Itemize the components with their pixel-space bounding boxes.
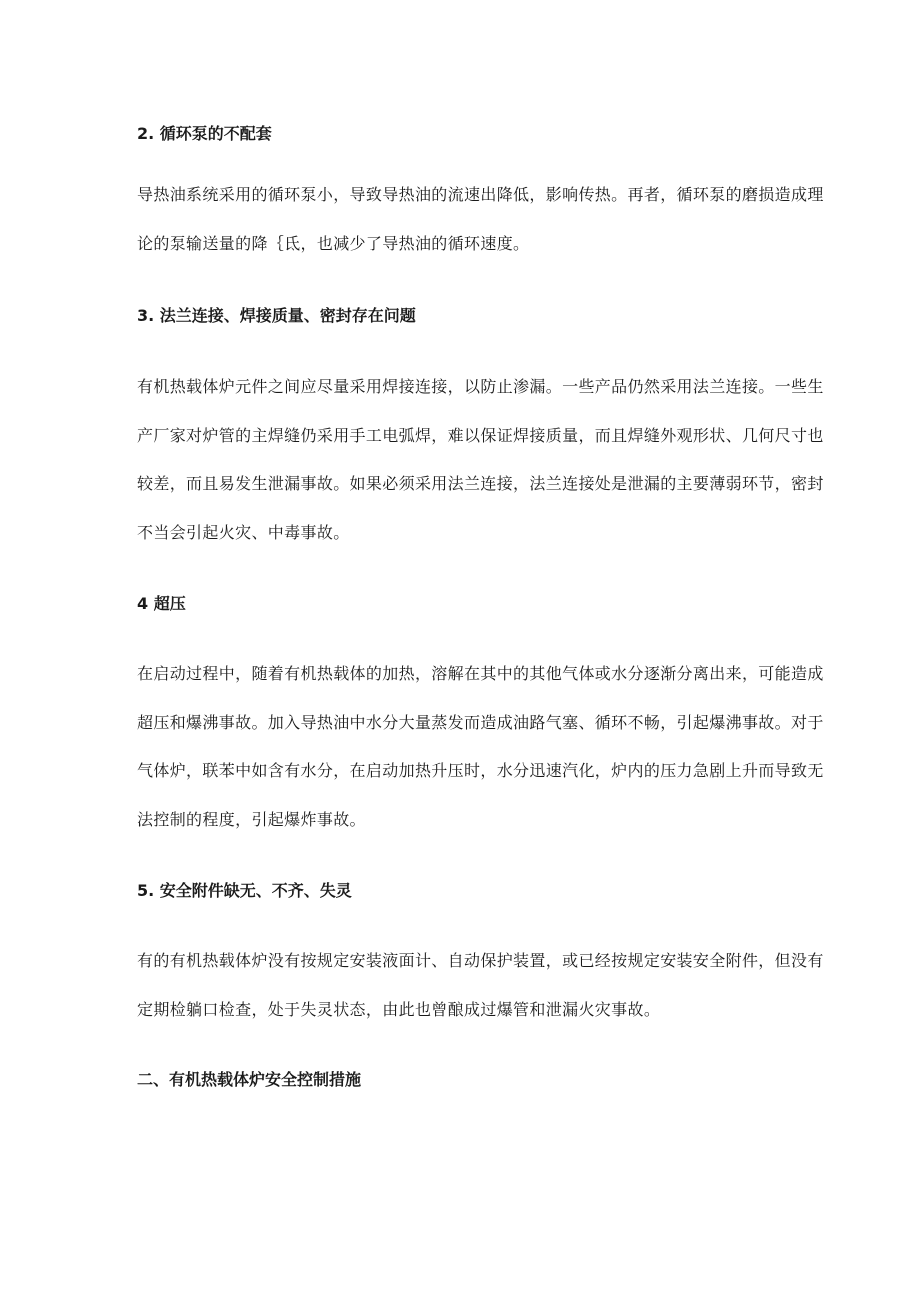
paragraph-line: 有的有机热载体炉没有按规定安装液面计、自动保护装置，或已经按规定安装安全附件，但没有 — [137, 951, 824, 970]
section-5-paragraph — [137, 950, 824, 1021]
paragraph-line: 在启动过程中，随着有机热载体的加热，溶解在其中的其他气体或水分逐渐分离出来，可能造成 — [137, 664, 824, 683]
paragraph-line: 有机热载体炉元件之间应尽量采用焊接连接，以防止渗漏。一些产品仍然采用法兰连接。一些生 — [137, 377, 824, 396]
paragraph-line: 不当会引起火灾、中毒事故。 — [137, 522, 350, 542]
paragraph-line: 定期检躺口检查，处于失灵状态，由此也曾酿成过爆管和泄漏火灾事故。 — [137, 999, 661, 1019]
paragraph-line: 气体炉，联苯中如含有水分，在启动加热升压时，水分迅速汽化，炉内的压力急剧上升而导致无 — [137, 761, 824, 780]
section-4-paragraph — [137, 663, 824, 831]
paragraph-line: 论的泵输送量的降｛氐，也减少了导热油的循环速度。 — [137, 233, 530, 253]
paragraph-line: 较差，而且易发生泄漏事故。如果必须采用法兰连接，法兰连接处是泄漏的主要薄弱环节，密封 — [137, 474, 824, 493]
section-3-paragraph — [137, 376, 824, 544]
part-two-heading: 二、有机热载体炉安全控制措施 — [137, 1070, 362, 1089]
section-heading-3: 3. 法兰连接、焊接质量、密封存在问题 — [137, 306, 416, 325]
section-2-paragraph — [137, 184, 824, 255]
section-heading-5: 5. 安全附件缺无、不齐、失灵 — [137, 881, 352, 900]
paragraph-line: 产厂家对炉管的主焊缝仍采用手工电弧焊，难以保证焊接质量，而且焊缝外观形状、几何尺寸也 — [137, 425, 824, 445]
paragraph-line: 导热油系统采用的循环泵小，导致导热油的流速出降低，影响传热。再者，循环泵的磨损造成理 — [137, 185, 824, 204]
paragraph-line: 超压和爆沸事故。加入导热油中水分大量蒸发而造成油路气塞、循环不畅，引起爆沸事故。对于 — [137, 712, 824, 732]
section-heading-4: 4 超压 — [137, 594, 186, 613]
section-heading-2: 2. 循环泵的不配套 — [137, 124, 272, 143]
paragraph-line: 法控制的程度，引起爆炸事故。 — [137, 809, 366, 829]
